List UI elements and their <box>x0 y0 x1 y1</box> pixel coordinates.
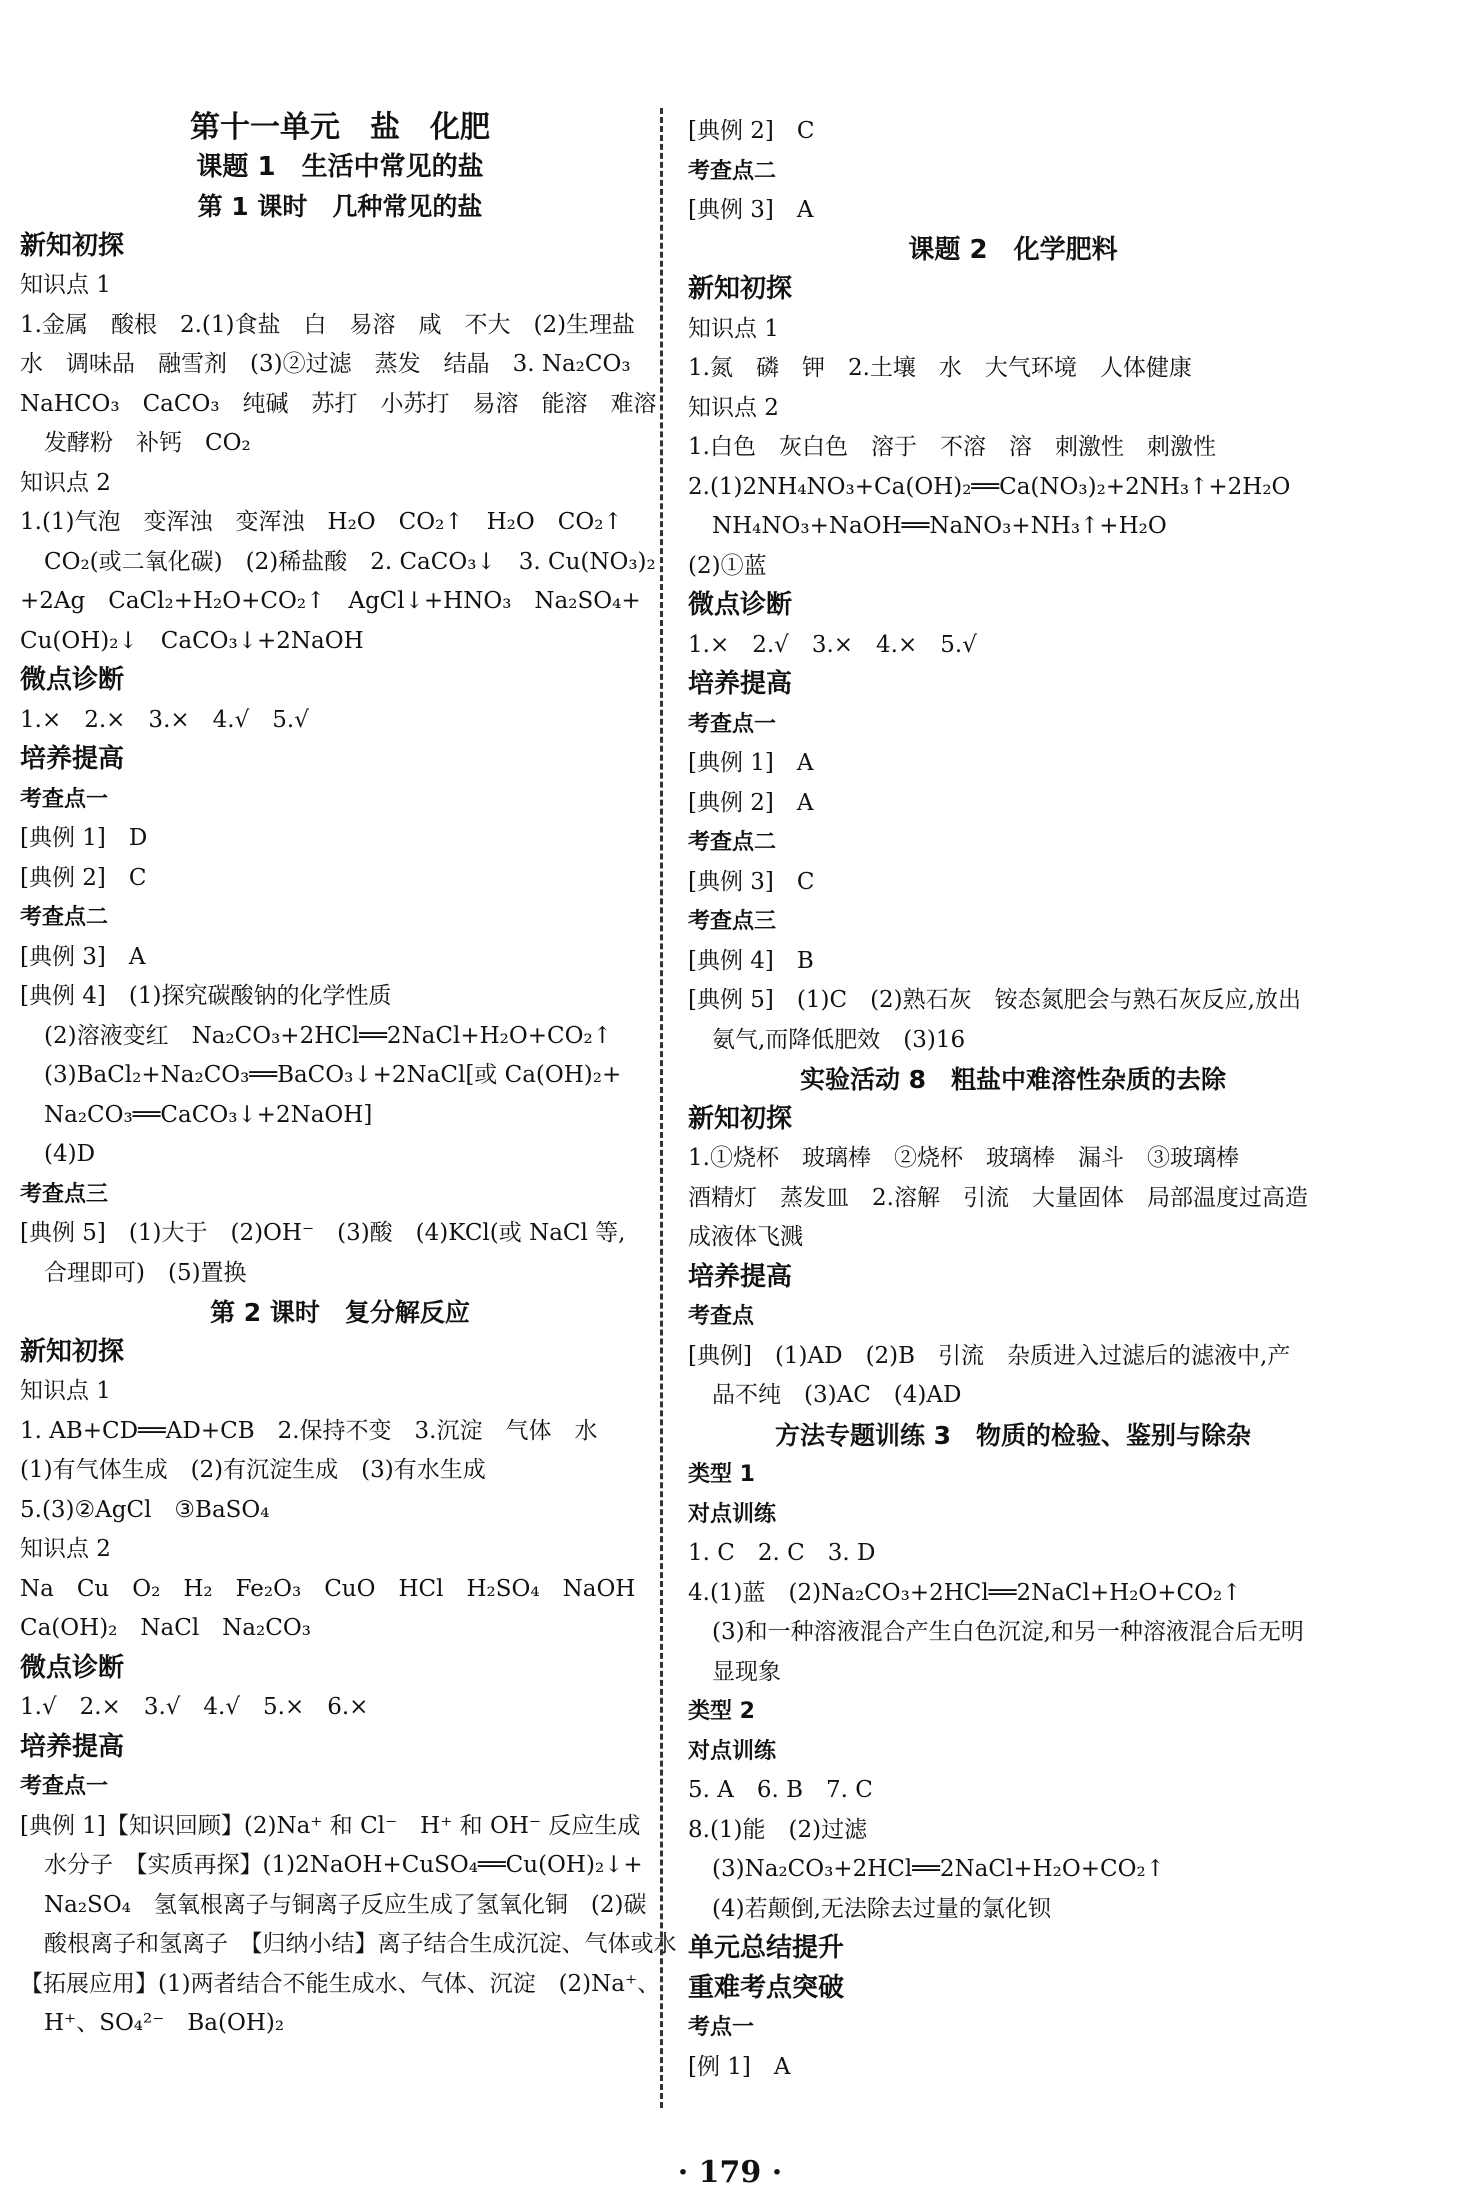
heading: 类型 2 <box>688 1699 755 1724</box>
answer-line: 发酵粉 补钙 CO₂ <box>44 430 251 456</box>
answer-line: (2)①蓝 <box>688 552 767 579</box>
heading: 单元总结提升 <box>688 1933 845 1963</box>
answer-line: +2Ag CaCl₂+H₂O+CO₂↑ AgCl↓+HNO₃ Na₂SO₄+ <box>20 588 641 614</box>
answer-line: Ca(OH)₂ NaCl Na₂CO₃ <box>20 1615 311 1641</box>
answer-line: [典例 3] C <box>688 868 815 895</box>
heading: 课题 2 化学肥料 <box>908 234 1118 265</box>
answer-line: 1.× 2.√ 3.× 4.× 5.√ <box>688 631 977 658</box>
answer-line: 8.(1)能 (2)过滤 <box>688 1816 868 1843</box>
answer-line: [典例 1]【知识回顾】(2)Na⁺ 和 Cl⁻ H⁺ 和 OH⁻ 反应生成 <box>20 1812 641 1839</box>
heading: 对点训练 <box>688 1501 777 1527</box>
heading: 考查点二 <box>688 830 777 855</box>
answer-line: 知识点 1 <box>20 1378 111 1404</box>
answer-line: 显现象 <box>712 1658 781 1685</box>
answer-line: [典例 2] C <box>20 864 147 891</box>
answer-line: (3)BaCl₂+Na₂CO₃══BaCO₃↓+2NaCl[或 Ca(OH)₂+ <box>44 1062 622 1088</box>
answer-line: NaHCO₃ CaCO₃ 纯碱 苏打 小苏打 易溶 能溶 难溶 <box>20 390 657 417</box>
answer-line: 1.氮 磷 钾 2.土壤 水 大气环境 人体健康 <box>688 355 1192 381</box>
heading: 培养提高 <box>20 1731 125 1762</box>
column-divider <box>660 108 663 2108</box>
heading: 考查点二 <box>20 905 109 930</box>
answer-line: Na Cu O₂ H₂ Fe₂O₃ CuO HCl H₂SO₄ NaOH <box>20 1575 636 1602</box>
answer-line: (4)D <box>44 1141 96 1167</box>
heading: 第 2 课时 复分解反应 <box>210 1298 470 1327</box>
answer-line: [典例 5] (1)大于 (2)OH⁻ (3)酸 (4)KCl(或 NaCl 等, <box>20 1220 626 1246</box>
heading: 培养提高 <box>688 1261 793 1292</box>
left-column <box>20 108 677 2044</box>
answer-line: 1.金属 酸根 2.(1)食盐 白 易溶 咸 不大 (2)生理盐 <box>20 311 636 338</box>
heading: 类型 1 <box>688 1462 755 1487</box>
answer-line: [典例 1] A <box>688 750 814 776</box>
heading: 新知初探 <box>688 274 793 304</box>
answer-line: 合理即可) (5)置换 <box>44 1259 247 1286</box>
answer-line: 1. AB+CD══AD+CB 2.保持不变 3.沉淀 气体 水 <box>20 1417 598 1444</box>
answer-line: 4.(1)蓝 (2)Na₂CO₃+2HCl══2NaCl+H₂O+CO₂↑ <box>688 1579 1242 1606</box>
heading: 微点诊断 <box>20 1652 125 1683</box>
answer-line: 5.(3)②AgCl ③BaSO₄ <box>20 1496 270 1523</box>
heading: 考点一 <box>688 2015 755 2040</box>
heading: 方法专题训练 3 物质的检验、鉴别与除杂 <box>774 1420 1252 1450</box>
answer-line: [典例 4] B <box>688 947 814 974</box>
heading: 考查点一 <box>20 1774 109 1799</box>
answer-line: 酸根离子和氢离子 【归纳小结】离子结合生成沉淀、气体或水 <box>44 1931 677 1957</box>
answer-line: H⁺、SO₄²⁻ Ba(OH)₂ <box>44 2010 285 2036</box>
answer-line: 知识点 2 <box>688 394 779 421</box>
heading: 考查点 <box>688 1304 755 1329</box>
answer-line: 知识点 2 <box>20 469 111 496</box>
answer-line: 1.(1)气泡 变浑浊 变浑浊 H₂O CO₂↑ H₂O CO₂↑ <box>20 509 623 535</box>
answer-line: CO₂(或二氧化碳) (2)稀盐酸 2. CaCO₃↓ 3. Cu(NO₃)₂ <box>44 548 656 575</box>
answer-line: (4)若颠倒,无法除去过量的氯化钡 <box>712 1895 1051 1922</box>
answer-line: 1. C 2. C 3. D <box>688 1540 876 1566</box>
answer-line: (2)溶液变红 Na₂CO₃+2HCl══2NaCl+H₂O+CO₂↑ <box>44 1022 612 1049</box>
answer-line: 1.白色 灰白色 溶于 不溶 溶 刺激性 刺激性 <box>688 434 1216 460</box>
answer-line: (3)和一种溶液混合产生白色沉淀,和另一种溶液混合后无明 <box>712 1619 1304 1645</box>
answer-line: (1)有气体生成 (2)有沉淀生成 (3)有水生成 <box>20 1457 486 1483</box>
heading: 考查点一 <box>20 786 109 812</box>
answer-line: 氨气,而降低肥效 (3)16 <box>712 1026 966 1053</box>
heading: 培养提高 <box>688 669 793 699</box>
answer-line: 1.√ 2.× 3.√ 4.√ 5.× 6.× <box>20 1694 369 1720</box>
heading: 微点诊断 <box>688 590 793 620</box>
heading: 考查点一 <box>688 711 777 737</box>
answer-line: [典例 4] (1)探究碳酸钠的化学性质 <box>20 983 392 1009</box>
heading: 考查点二 <box>688 158 777 184</box>
heading: 对点训练 <box>688 1738 777 1764</box>
answer-line: 品不纯 (3)AC (4)AD <box>712 1382 962 1408</box>
answer-line: 知识点 1 <box>688 315 779 342</box>
answer-line: 1.× 2.× 3.× 4.√ 5.√ <box>20 706 309 733</box>
answer-line: [典例 2] C <box>688 118 815 144</box>
answer-line: 5. A 6. B 7. C <box>688 1777 873 1803</box>
answer-line: 1.①烧杯 玻璃棒 ②烧杯 玻璃棒 漏斗 ③玻璃棒 <box>688 1145 1239 1171</box>
answer-line: 水分子 【实质再探】(1)2NaOH+CuSO₄══Cu(OH)₂↓+ <box>44 1852 643 1878</box>
heading: 重难考点突破 <box>688 1972 845 2003</box>
answer-line: 【拓展应用】(1)两者结合不能生成水、气体、沉淀 (2)Na⁺、 <box>20 1970 661 1997</box>
page-number: · 179 · <box>677 2155 783 2190</box>
right-column <box>688 112 1338 2087</box>
answer-line: 2.(1)2NH₄NO₃+Ca(OH)₂══Ca(NO₃)₂+2NH₃↑+2H₂O <box>688 473 1291 500</box>
heading: 考查点三 <box>20 1181 109 1207</box>
answer-line: Na₂CO₃══CaCO₃↓+2NaOH] <box>44 1101 373 1128</box>
answer-line: 知识点 1 <box>20 272 111 298</box>
heading: 实验活动 8 粗盐中难溶性杂质的去除 <box>799 1065 1227 1094</box>
heading: 新知初探 <box>20 1336 125 1367</box>
heading: 考查点三 <box>688 909 777 934</box>
answer-line: Na₂SO₄ 氢氧根离子与铜离子反应生成了氢氧化铜 (2)碳 <box>44 1891 647 1918</box>
heading: 微点诊断 <box>20 665 125 695</box>
answer-line: 酒精灯 蒸发皿 2.溶解 引流 大量固体 局部温度过高造 <box>688 1184 1308 1211</box>
answer-line: [例 1] A <box>688 2053 791 2080</box>
answer-line: [典例 1] D <box>20 825 148 851</box>
answer-line: [典例] (1)AD (2)B 引流 杂质进入过滤后的滤液中,产 <box>688 1342 1291 1369</box>
heading: 第 1 课时 几种常见的盐 <box>197 192 483 221</box>
answer-line: 水 调味品 融雪剂 (3)②过滤 蒸发 结晶 3. Na₂CO₃ <box>20 351 631 377</box>
answer-line: (3)Na₂CO₃+2HCl══2NaCl+H₂O+CO₂↑ <box>712 1856 1165 1882</box>
answer-line: [典例 2] A <box>688 789 814 816</box>
answer-line: [典例 5] (1)C (2)熟石灰 铵态氮肥会与熟石灰反应,放出 <box>688 987 1301 1013</box>
heading: 新知初探 <box>688 1103 793 1134</box>
heading: 第十一单元 盐 化肥 <box>190 110 490 145</box>
answer-line: Cu(OH)₂↓ CaCO₃↓+2NaOH <box>20 627 364 654</box>
heading: 课题 1 生活中常见的盐 <box>196 151 484 182</box>
answer-line: NH₄NO₃+NaOH══NaNO₃+NH₃↑+H₂O <box>712 513 1167 539</box>
heading: 新知初探 <box>20 230 125 261</box>
heading: 培养提高 <box>20 744 125 774</box>
answer-line: 知识点 2 <box>20 1536 111 1562</box>
answer-line: [典例 3] A <box>20 943 146 970</box>
answer-line: [典例 3] A <box>688 197 814 223</box>
answer-line: 成液体飞溅 <box>688 1224 803 1250</box>
